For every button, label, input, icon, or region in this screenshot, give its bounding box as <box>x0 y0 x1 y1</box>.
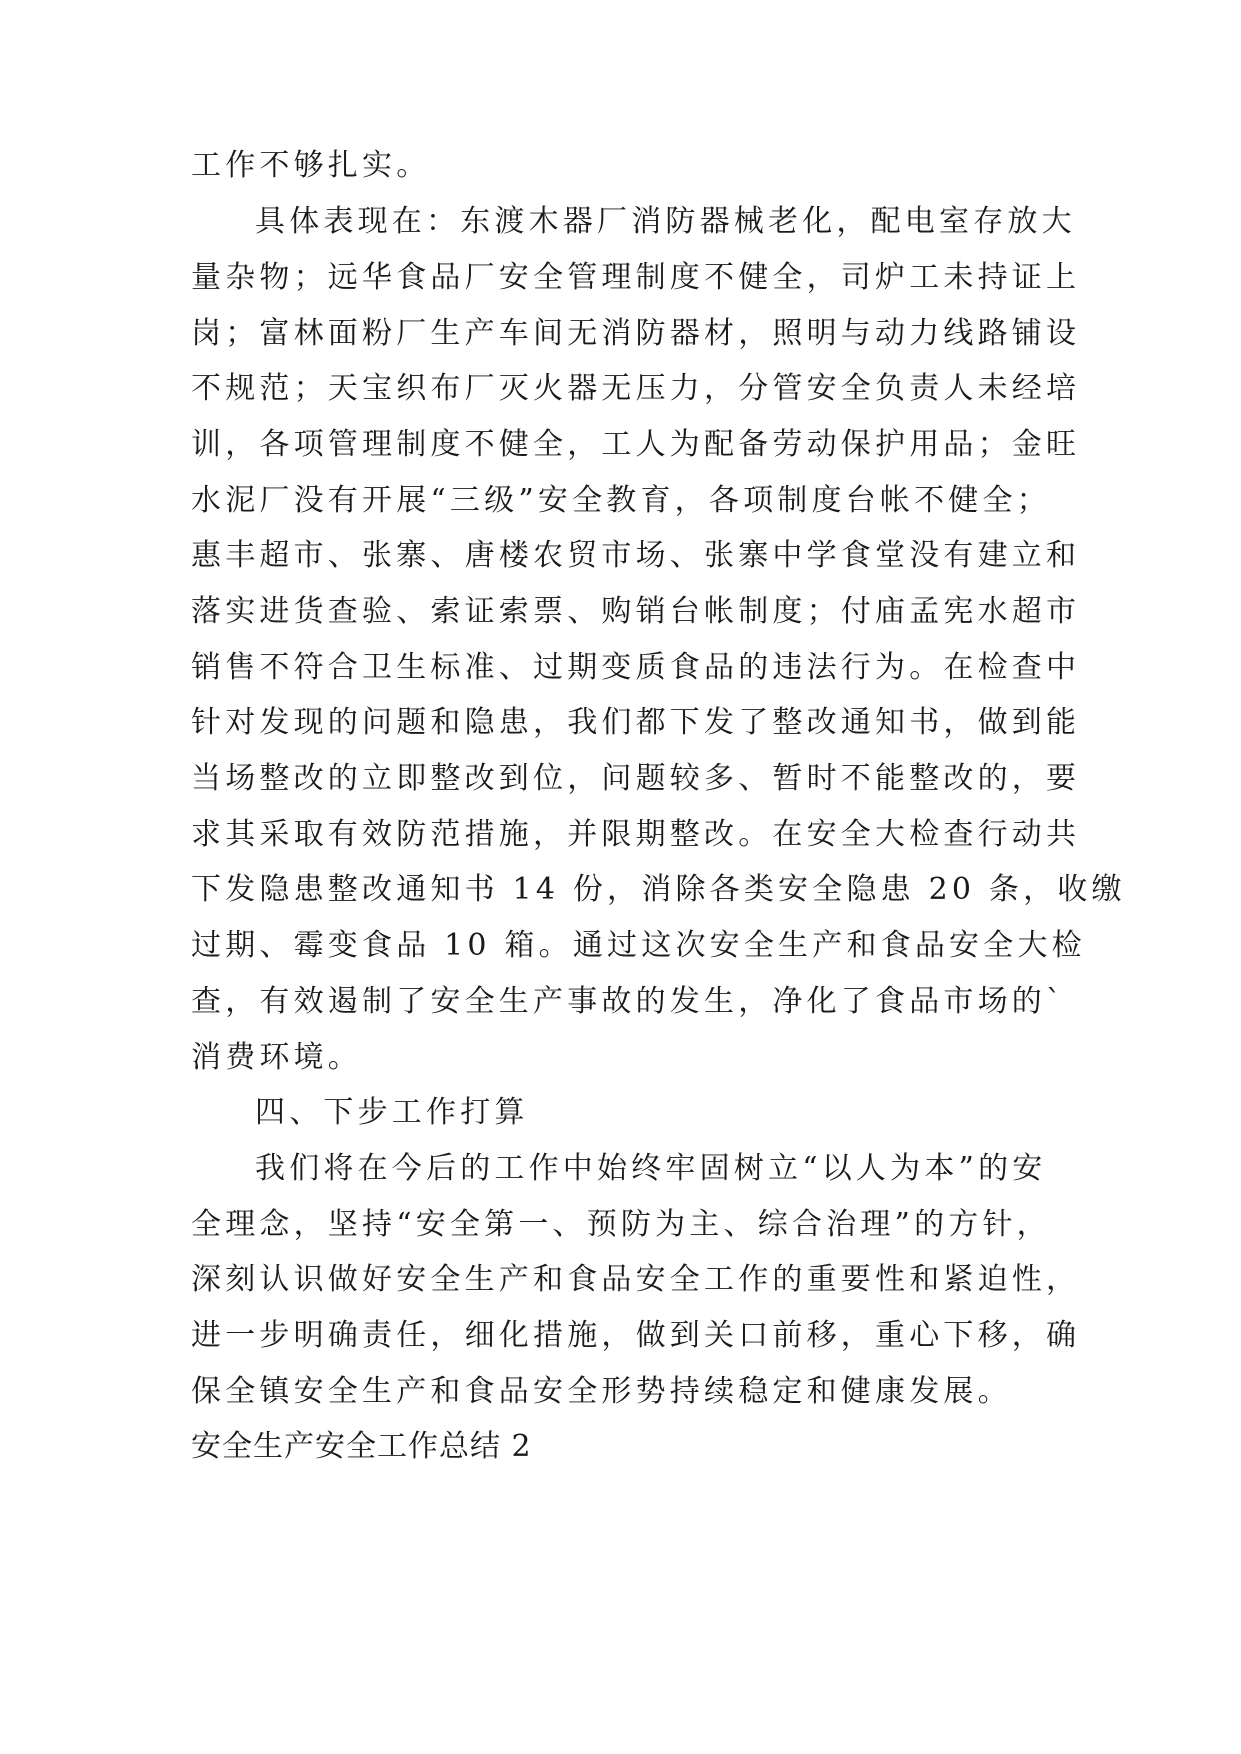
paragraph-line: 不规范；天宝织布厂灭火器无压力，分管安全负责人未经培 <box>191 371 1081 406</box>
paragraph-line: 工作不够扎实。 <box>191 148 431 183</box>
paragraph-line: 当场整改的立即整改到位，问题较多、暂时不能整改的，要 <box>191 761 1081 796</box>
paragraph-line: 具体表现在：东渡木器厂消防器械老化，配电室存放大 <box>255 204 1076 239</box>
paragraph-line: 查，有效遏制了安全生产事故的发生，净化了食品市场的` <box>191 984 1066 1019</box>
paragraph-line: 落实进货查验、索证索票、购销台帐制度；付庙孟宪水超市 <box>191 594 1081 629</box>
paragraph-line: 进一步明确责任，细化措施，做到关口前移，重心下移，确 <box>191 1318 1081 1353</box>
paragraph-line: 深刻认识做好安全生产和食品安全工作的重要性和紧迫性， <box>191 1262 1081 1297</box>
paragraph-line: 训，各项管理制度不健全，工人为配备劳动保护用品；金旺 <box>191 427 1081 462</box>
paragraph-line: 下发隐患整改通知书 14 份，消除各类安全隐患 20 条，收缴 <box>191 872 1126 907</box>
paragraph-line: 全理念，坚持“安全第一、预防为主、综合治理”的方针， <box>191 1207 1051 1242</box>
paragraph-line: 我们将在今后的工作中始终牢固树立“以人为本”的安 <box>255 1151 1047 1186</box>
paragraph-line: 求其采取有效防范措施，并限期整改。在安全大检查行动共 <box>191 817 1081 852</box>
paragraph-line: 消费环境。 <box>191 1040 362 1075</box>
paragraph-line: 过期、霉变食品 10 箱。通过这次安全生产和食品安全大检 <box>191 928 1086 963</box>
document-title: 安全生产安全工作总结 2 <box>191 1429 532 1464</box>
paragraph-line: 针对发现的问题和隐患，我们都下发了整改通知书，做到能 <box>191 705 1081 740</box>
paragraph-line: 岗；富林面粉厂生产车间无消防器材，照明与动力线路铺设 <box>191 316 1081 351</box>
paragraph-line: 保全镇安全生产和食品安全形势持续稳定和健康发展。 <box>191 1374 1012 1409</box>
paragraph-line: 量杂物；远华食品厂安全管理制度不健全，司炉工未持证上 <box>191 260 1081 295</box>
paragraph-line: 销售不符合卫生标准、过期变质食品的违法行为。在检查中 <box>191 650 1081 685</box>
paragraph-line: 水泥厂没有开展“三级”安全教育，各项制度台帐不健全； <box>191 483 1051 518</box>
paragraph-line: 惠丰超市、张寨、唐楼农贸市场、张寨中学食堂没有建立和 <box>191 538 1081 573</box>
section-heading: 四、下步工作打算 <box>255 1095 529 1130</box>
